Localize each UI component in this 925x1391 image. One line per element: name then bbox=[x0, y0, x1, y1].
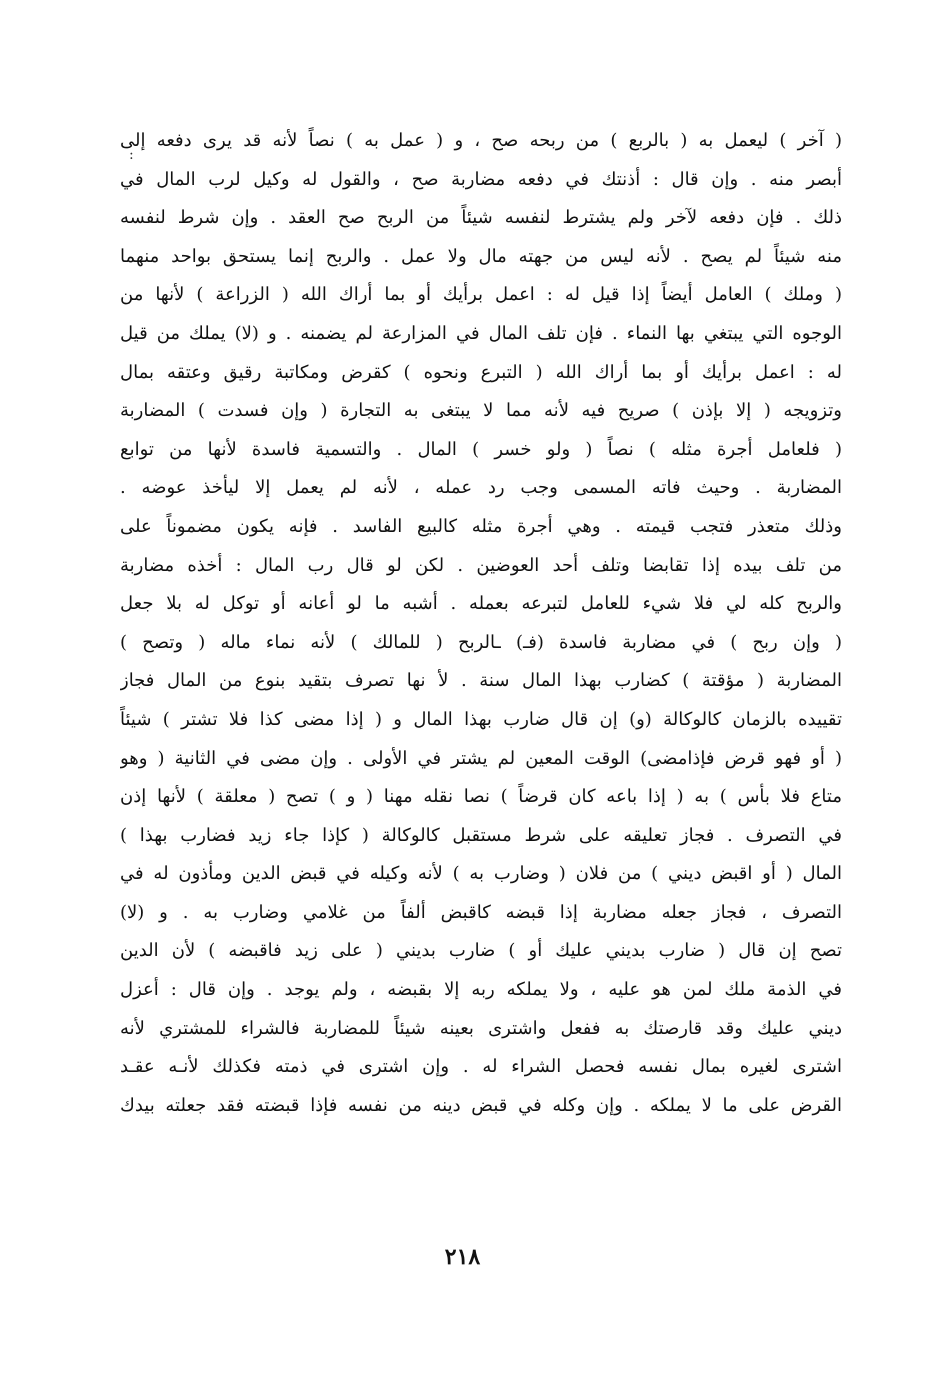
text-line-21: التصرف ، فجاز جعله مضاربة إذا قبضه كاقبض ألفاً من غلامي وضارب به . و (لا) bbox=[120, 901, 842, 923]
text-line-3: ذلك . فإن دفعه لآخر ولم يشترط لنفسه شيئاً من الربح صح العقد . وإن شرط لنفسه bbox=[120, 207, 842, 229]
text-line-1: ( آخر ) ليعمل به ( بالربع ) من ربحه صح ، و ( عمل به ) نصاً لأنه قد يرى دفعه إلى bbox=[120, 130, 842, 151]
text-line-13: والربح كله لي فلا شيء للعامل لتبرعه بعمله . أشبه ما لو أعانه أو توكل له بلا جعل bbox=[120, 593, 842, 615]
page-number: ٢١٨ bbox=[444, 1244, 481, 1270]
text-line-26: القرض على ما لا يملكه . وإن وكله في قبض دينه من نفسه فإذا قبضته فقد جعلته بيدك bbox=[120, 1094, 842, 1116]
text-line-24: ديني عليك وقد قارصتك به ففعل واشترى بعينه شيئاً للمضاربة فالشراء للمشتري لأنه bbox=[120, 1017, 842, 1039]
text-line-19: في التصرف . فجاز تعليقه على شرط مستقبل كالوكالة ( كإذا جاء زيد فضارب بهذا ) bbox=[120, 824, 842, 846]
text-line-6: الوجوه التي يبتغي بها النماء . فإن تلف المال في المزارعة لم يضمنه . و (لا) يملك من قيل bbox=[120, 322, 842, 344]
text-line-14: ( وإن ربح ) في مضاربة فاسدة (فـ) ـالربح ( للمالك ) لأنه نماء ماله ( وتصح ) bbox=[120, 631, 842, 653]
text-line-23: في الذمة ملك لمن هو عليه ، ولا يملكه ربه إلا بقبضه ، ولم يوجد . وإن قال : أعزل bbox=[120, 979, 842, 1001]
text-line-9: ( فلعامل أجرة مثله ) نصاً ( ولو خسر ) المال . والتسمية فاسدة لأنها من توابع bbox=[120, 438, 842, 460]
text-line-22: تصح إن قال ( ضارب بديني عليك أو ) ضارب بديني ( على زيد فاقبضه ) لأن الدين bbox=[120, 940, 842, 962]
body-text bbox=[120, 122, 842, 1125]
text-line-25: اشترى لغيره بمال نفسه فحصل الشراء له . وإن اشترى في ذمته فكذلك لأنـه عقـد bbox=[120, 1056, 842, 1078]
text-line-8: وتزويجه ( إلا بإذن ) صريح فيه لأنه مما لا يبتغى به التجارة ( وإن فسدت ) المضاربة bbox=[120, 400, 842, 422]
text-line-17: ( أو فهو قرض فإذامضى) الوقت المعين لم يشتر في الأولى . وإن مضى في الثانية ( وهو bbox=[120, 747, 842, 769]
text-line-12: من تلف بيده إذا تقابضا وتلف أحد العوضين . لكن لو قال رب المال : أخذه مضاربة bbox=[120, 554, 842, 576]
text-line-11: وذلك متعذر فتجب قيمته . وهي أجرة مثله كالبيع الفاسد . فإنه يكون مضموناً على bbox=[120, 515, 842, 537]
text-line-2: أبصر منه . وإن قال : أذنتك في دفعه مضاربة صح ، والقول له وكيل لرب المال في bbox=[120, 168, 842, 190]
stray-mark: : bbox=[129, 147, 134, 163]
text-line-10: المضاربة . وحيث فاته المسمى وجب رد عمله ، لأنه لم يعمل إلا ليأخذ عوضه . bbox=[120, 477, 842, 499]
text-line-7: له : اعمل برأيك أو بما أراك الله ( التبرع ونحوه ) كقرض ومكاتبة رقيق وعتقه بمال bbox=[120, 361, 842, 383]
text-line-20: المال ( أو اقبض ديني ) من فلان ( وضارب به ) لأنه وكيله في قبض الدين ومأذون له في bbox=[120, 863, 842, 885]
text-line-18: متاع فلا بأس ) به ( إذا باعه كان قرضاً ) نصا نقله مهنا ( و ) تصح ( معلقة ) لأنها إذن bbox=[120, 786, 842, 808]
text-line-4: منه شيئاً لم يصح . لأنه ليس من جهته مال ولا عمل . والربح إنما يستحق بواحد منهما bbox=[120, 245, 842, 267]
text-line-16: تقييده بالزمان كالوكالة (و) إن قال ضارب بهذا المال و ( إذا مضى كذا فلا تشتر ) شيئاً bbox=[120, 708, 842, 730]
text-line-15: المضاربة ( مؤقتة ) كضارب بهذا المال سنة . لأ نها تصرف بتقيد بنوع من المال فجاز bbox=[120, 670, 842, 692]
text-line-5: ( وملك ) العامل أيضاً إذا قيل له : اعمل برأيك أو بما أراك الله ( الزراعة ) لأنها من bbox=[120, 284, 842, 306]
